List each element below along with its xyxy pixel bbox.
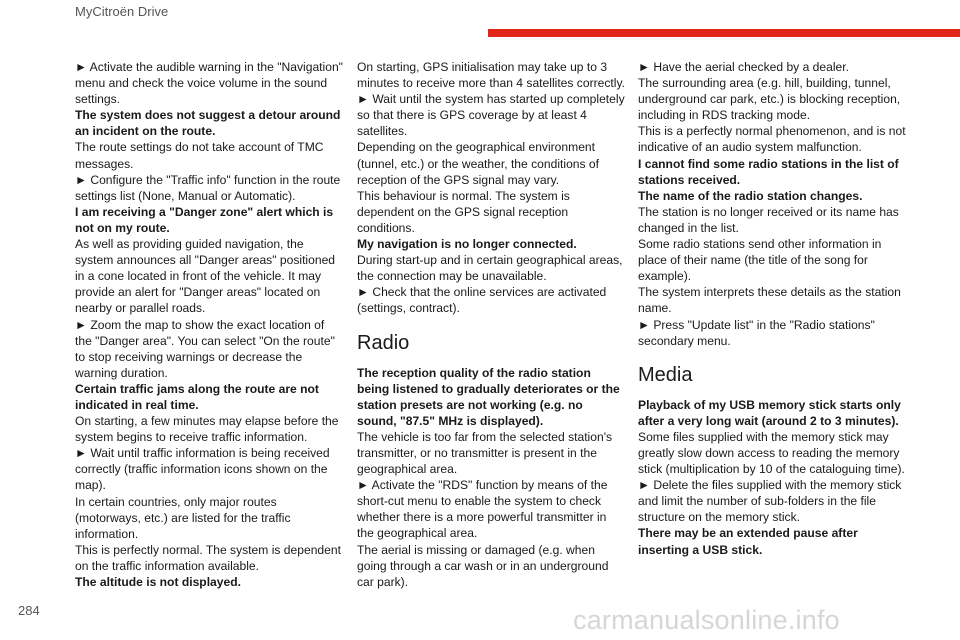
watermark: carmanualsonline.info xyxy=(573,605,840,635)
column-1 xyxy=(75,59,343,590)
issue-heading: The system does not suggest a detour around an incident on the route. xyxy=(75,108,341,139)
paragraph: Some radio stations send other information in place of their name (the title of the song for example). xyxy=(638,237,882,284)
paragraph: In certain countries, only major routes (motorways, etc.) are listed for the traffic information. xyxy=(75,494,291,541)
issue-heading: Playback of my USB memory stick starts only after a very long wait (around 2 to 3 minutes). xyxy=(638,397,901,428)
paragraph: The surrounding area (e.g. hill, building, tunnel, underground car park, etc.) is blocking reception, including in RDS tracking mode. xyxy=(638,76,901,123)
issue-heading: I cannot find some radio stations in the list of stations received. xyxy=(638,156,899,187)
paragraph: ► Activate the audible warning in the "Navigation" menu and check the voice volume in the sound settings. xyxy=(75,60,343,107)
paragraph: ► Wait until traffic information is being received correctly (traffic information icons shown on the map). xyxy=(75,446,330,493)
paragraph: ► Press "Update list" in the "Radio stations" secondary menu. xyxy=(638,317,875,348)
issue-heading: There may be an extended pause after inserting a USB stick. xyxy=(638,526,858,557)
paragraph: ► Zoom the map to show the exact location of the "Danger area". You can select "On the route" to stop receiving warnings or decrease the warning duration. xyxy=(75,317,335,380)
paragraph: Depending on the geographical environment (tunnel, etc.) or the weather, the conditions of reception of the GPS signal may vary. xyxy=(357,140,600,187)
paragraph: The route settings do not take account of TMC messages. xyxy=(75,140,324,171)
page-number: 284 xyxy=(18,603,40,618)
section-heading: Media xyxy=(638,363,693,386)
section-heading: Radio xyxy=(357,331,410,354)
paragraph: ► Activate the "RDS" function by means of the short-cut menu to enable the system to check whether there is a more powerful transmitter in the geographical area. xyxy=(357,478,608,541)
paragraph: ► Delete the files supplied with the memory stick and limit the number of sub-folders in the file structure on the memory stick. xyxy=(638,478,902,525)
paragraph: This behaviour is normal. The system is dependent on the GPS signal reception conditions. xyxy=(357,188,570,235)
paragraph: ► Have the aerial checked by a dealer. xyxy=(638,60,849,74)
paragraph: This is perfectly normal. The system is dependent on the traffic information available. xyxy=(75,542,341,573)
paragraph: ► Configure the "Traffic info" function in the route settings list (None, Manual or Automatic). xyxy=(75,172,341,203)
paragraph: As well as providing guided navigation, the system announces all "Danger areas" positioned in a cone located in front of the vehicle. It may provide an alert for "Danger areas" located on nearby or parallel roads. xyxy=(75,237,336,316)
paragraph: On starting, GPS initialisation may take up to 3 minutes to receive more than 4 satellites correctly. xyxy=(357,60,625,91)
paragraph: During start-up and in certain geographical areas, the connection may be unavailable. xyxy=(357,253,623,284)
paragraph: This is a perfectly normal phenomenon, and is not indicative of an audio system malfunction. xyxy=(638,124,906,155)
paragraph: The aerial is missing or damaged (e.g. when going through a car wash or in an underground car park). xyxy=(357,542,609,589)
manual-section-title: MyCitroën Drive xyxy=(75,4,169,19)
issue-heading: My navigation is no longer connected. xyxy=(357,237,577,252)
issue-heading: I am receiving a "Danger zone" alert which is not on my route. xyxy=(75,204,334,235)
paragraph: ► Check that the online services are activated (settings, contract). xyxy=(357,285,607,316)
issue-heading: The reception quality of the radio station being listened to gradually deteriorates or the station presets are not working (e.g. no sound, "87.5" MHz is displayed). xyxy=(357,365,620,428)
issue-heading: The name of the radio station changes. xyxy=(638,188,863,203)
header-accent-bar xyxy=(488,29,960,37)
paragraph: The vehicle is too far from the selected station's transmitter, or no transmitter is present in the geographical area. xyxy=(357,429,613,477)
paragraph: Some files supplied with the memory stick may greatly slow down access to reading the memory stick (multiplication by 10 of the cataloguing time). xyxy=(638,429,905,477)
paragraph: The station is no longer received or its name has changed in the list. xyxy=(638,204,899,235)
column-2 xyxy=(357,59,625,590)
paragraph: ► Wait until the system has started up completely so that there is GPS coverage by at least 4 satellites. xyxy=(357,92,625,139)
column-3 xyxy=(638,59,906,558)
issue-heading: Certain traffic jams along the route are not indicated in real time. xyxy=(75,381,319,412)
paragraph: The system interprets these details as the station name. xyxy=(638,285,901,316)
paragraph: On starting, a few minutes may elapse before the system begins to receive traffic information. xyxy=(75,414,339,445)
issue-heading: The altitude is not displayed. xyxy=(75,575,241,589)
